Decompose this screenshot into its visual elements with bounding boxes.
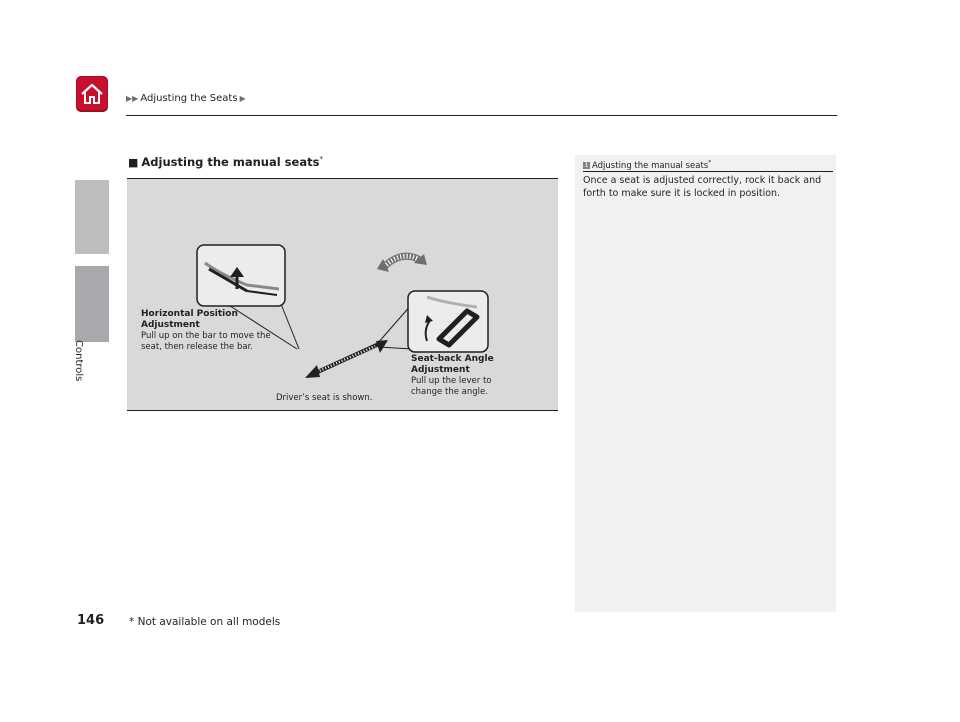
side-tab-controls[interactable] xyxy=(75,266,109,342)
slide-direction-arrow-icon xyxy=(305,340,388,378)
seatback-adjustment-description: Pull up the lever to change the angle. xyxy=(411,376,492,397)
note-divider xyxy=(583,171,833,172)
seat-adjustment-illustration xyxy=(127,178,558,411)
breadcrumb-link-adjusting-seats[interactable]: Adjusting the Seats xyxy=(140,93,238,104)
home-icon xyxy=(76,76,108,112)
note-body: Once a seat is adjusted correctly, rock it back and forth to make sure it is locked in position. xyxy=(583,175,822,199)
note-heading xyxy=(583,159,711,171)
seatback-adjustment-title: Seat-back Angle Adjustment xyxy=(411,354,494,375)
note-availability-marker: * xyxy=(708,159,712,166)
recline-direction-arrow-icon xyxy=(377,254,427,272)
note-title: Adjusting the manual seats xyxy=(592,160,709,171)
figure-caption: Driver’s seat is shown. xyxy=(276,393,373,403)
side-tab-label: Controls xyxy=(73,340,84,382)
horizontal-adjustment-label xyxy=(141,309,281,352)
breadcrumb xyxy=(126,93,246,104)
horizontal-adjustment-description: Pull up on the bar to move the seat, then release the bar. xyxy=(141,331,271,352)
availability-marker: * xyxy=(319,155,323,164)
side-tab-upper xyxy=(75,180,109,254)
heading-square-icon: ■ xyxy=(128,156,139,169)
footnote: * Not available on all models xyxy=(129,616,281,628)
header-divider xyxy=(126,115,837,116)
note-panel xyxy=(575,155,836,612)
note-index-icon: 1 xyxy=(584,161,589,169)
seatback-callout-line xyxy=(377,304,412,344)
horizontal-adjustment-title: Horizontal Position Adjustment xyxy=(141,309,238,330)
page-number: 146 xyxy=(77,613,105,628)
breadcrumb-arrow-icon: ▶▶ xyxy=(126,94,139,103)
horizontal-bar-callout xyxy=(197,245,285,306)
seatback-lever-callout xyxy=(408,291,488,352)
seatback-callout-line xyxy=(379,347,412,349)
seatback-adjustment-label xyxy=(411,354,511,397)
section-heading: ■ Adjusting the manual seats* xyxy=(128,155,323,169)
home-button[interactable] xyxy=(76,76,108,112)
breadcrumb-arrow-icon: ▶ xyxy=(239,94,246,103)
